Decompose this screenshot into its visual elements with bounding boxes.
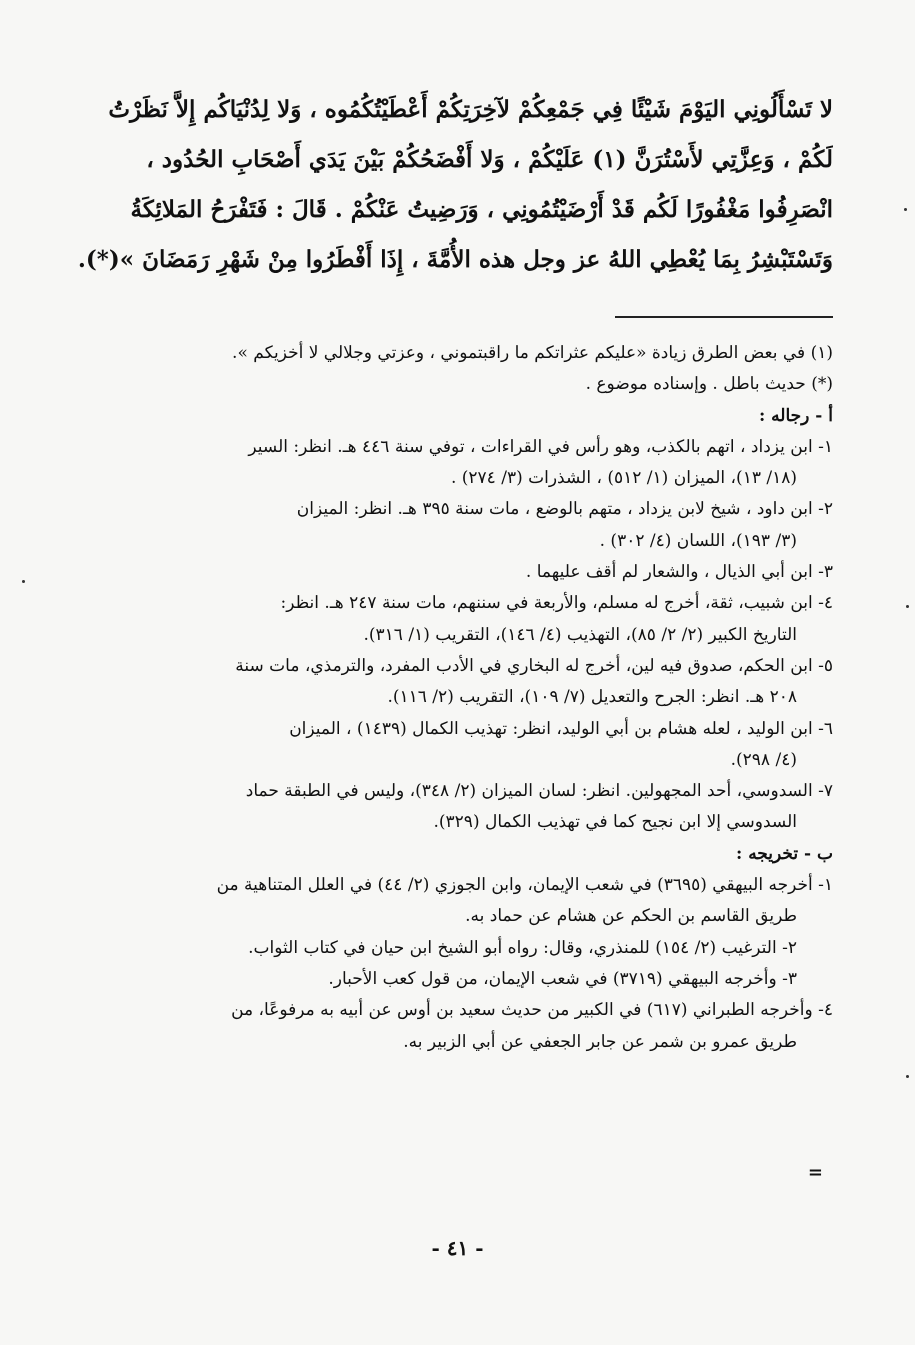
takhrij-2-line-1: ٢- الترغيب (٢/ ١٥٤) للمنذري، وقال: رواه أبو الشيخ ابن حيان في كتاب الثواب. [248, 937, 797, 958]
scan-speck [906, 1075, 909, 1078]
narrator-2-line-1: ٢- ابن داود ، شيخ لابن يزداد ، متهم بالوضع ، مات سنة ٣٩٥ هـ. انظر: الميزان [296, 499, 833, 520]
narrator-4-line-2: التاريخ الكبير (٢/ ٢/ ٨٥)، التهذيب (٤/ ١٤٦)، التقريب (١/ ٣١٦). [363, 624, 797, 645]
narrator-4-line-1: ٤- ابن شبيب، ثقة، أخرج له مسلم، والأربعة في سننهم، مات سنة ٢٤٧ هـ. انظر: [280, 593, 833, 614]
narrator-7-line-2: السدوسي إلا ابن نجيح كما في تهذيب الكمال (٣٢٩). [433, 812, 797, 833]
main-text-line-4: وَتَسْتَبْشِرُ بِمَا يُعْطِي اللهُ عز وجل هذه الأُمَّةَ ، إِذَا أَفْطَرُوا مِنْ شَهْرِ رَمَضَانَ »(*). [78, 246, 833, 273]
narrator-1-line-2: (١٨/ ١٣)، الميزان (١/ ٥١٢) ، الشذرات (٣/ ٢٧٤) . [450, 468, 797, 489]
takhrij-1-line-1: ١- أخرجه البيهقي (٣٦٩٥) في شعب الإيمان، وابن الجوزي (٢/ ٤٤) في العلل المتناهية من [216, 875, 833, 896]
takhrij-4-line-2: طريق عمرو بن شمر عن جابر الجعفي عن أبي الزبير به. [403, 1031, 797, 1052]
narrator-5-line-1: ٥- ابن الحكم، صدوق فيه لين، أخرج له البخاري في الأدب المفرد، والترمذي، مات سنة [235, 655, 833, 676]
narrator-6-line-2: (٤/ ٢٩٨). [730, 749, 797, 770]
page-number: - ٤١ - [431, 1236, 484, 1260]
footnotes-section [80, 338, 833, 1058]
narrator-2-line-2: (٣/ ١٩٣)، اللسان (٤/ ٣٠٢) . [599, 530, 797, 551]
heading-narrators: أ - رجاله : [758, 405, 833, 426]
narrator-5-line-2: ٢٠٨ هـ. انظر: الجرح والتعديل (٧/ ١٠٩)، التقريب (٢/ ١١٦). [387, 687, 797, 708]
takhrij-3-line-1: ٣- وأخرجه البيهقي (٣٧١٩) في شعب الإيمان، من قول كعب الأحبار. [328, 968, 797, 989]
narrator-6-line-1: ٦- ابن الوليد ، لعله هشام بن أبي الوليد، انظر: تهذيب الكمال (١٤٣٩) ، الميزان [289, 718, 833, 739]
continuation-marker: = [807, 1162, 823, 1183]
scan-speck [904, 208, 907, 211]
hadith-main-text [78, 85, 833, 285]
main-text-line-1: لا تَسْأَلُونِي اليَوْمَ شَيْئًا فِي جَمْعِكُمْ لآخِرَتِكُمْ أَعْطَيْتُكُمُوه ، وَلا لِدُنْيَاكُم إِلاَّ نَظَرْتُ [108, 96, 833, 123]
takhrij-4-line-1: ٤- وأخرجه الطبراني (٦١٧) في الكبير من حديث سعيد بن أوس عن أبيه به مرفوعًا، من [231, 1000, 833, 1021]
heading-takhrij: ب - تخريجه : [736, 843, 833, 864]
footnote-star: (*) حديث باطل . وإسناده موضوع . [585, 374, 833, 395]
narrator-7-line-1: ٧- السدوسي، أحد المجهولين. انظر: لسان الميزان (٢/ ٣٤٨)، وليس في الطبقة حماد [245, 781, 833, 802]
narrator-3-line-1: ٣- ابن أبي الذيال ، والشعار لم أقف عليهما . [525, 562, 833, 583]
narrator-1-line-1: ١- ابن يزداد ، اتهم بالكذب، وهو رأس في القراءات ، توفي سنة ٤٤٦ هـ. انظر: السير [248, 436, 833, 457]
main-text-line-3: انْصَرِفُوا مَغْفُورًا لَكُم قَدْ أَرْضَيْتُمُونِي ، وَرَضِيتُ عَنْكُمْ . قَالَ : فَتَفْرَحُ المَلائِكَةُ [130, 196, 833, 223]
footnote-1: (١) في بعض الطرق زيادة «عليكم عثراتكم ما راقبتموني ، وعزتي وجلالي لا أخزيكم ». [232, 343, 833, 363]
scan-speck [22, 580, 25, 583]
footnote-separator-rule [615, 316, 833, 318]
main-text-line-2: لَكُمْ ، وَعِزَّتِي لأَسْتُرَنَّ (١) عَلَيْكُمْ ، وَلا أَفْضَحُكُمْ بَيْنَ يَدَي أَصْحَابِ الحُدُود ، [146, 146, 833, 173]
scan-speck [906, 605, 909, 608]
takhrij-1-line-2: طريق القاسم بن الحكم عن هشام عن حماد به. [465, 906, 797, 927]
